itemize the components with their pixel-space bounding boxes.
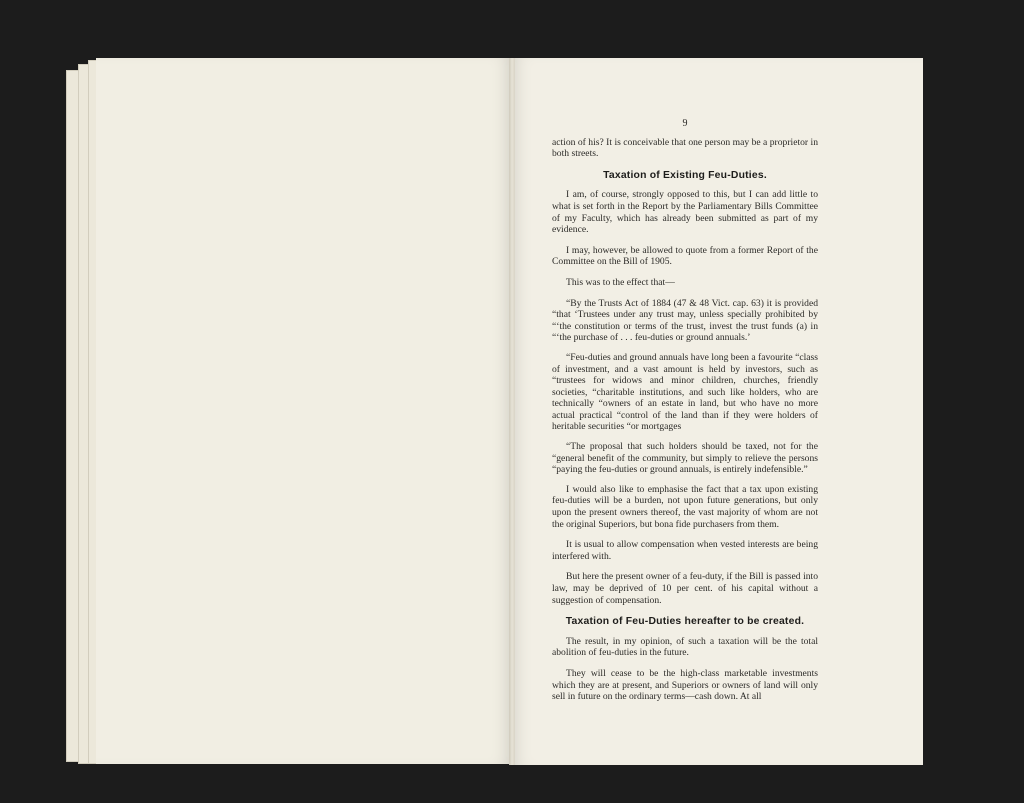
quote-paragraph: “Feu-duties and ground annuals have long been a favourite “class of investment, and a vast amount is held by investors, such as “trustees for widows and minor children, churches, friendly societies, “charitable institutions, and such like holders, who are technically “owners of an estate in land, but who have no more actual practical “control of the land than if they were holders of heritable securities “or mortgages — [552, 351, 818, 433]
paragraph: This was to the effect that— — [566, 276, 675, 288]
intro-paragraph: action of his? It is conceivable that one person may be a proprietor in both streets. — [552, 136, 818, 160]
quoted-report — [552, 298, 818, 476]
paragraph: I may, however, be allowed to quote from a former Report of the Committee on the Bill of 1905. — [552, 244, 818, 268]
page-number: 9 — [682, 118, 688, 129]
quote-paragraph: “By the Trusts Act of 1884 (47 & 48 Vict. cap. 63) it is provided “that ‘Trustees under any trust may, unless specially prohibited by “‘the constitution or terms of the trust, invest the trust funds (a) in “‘the purchase of . . . feu-duties or ground annuals.’ — [552, 297, 818, 344]
heading-existing-feu-duties: Taxation of Existing Feu-Duties. — [603, 169, 767, 181]
book-gutter — [509, 58, 515, 765]
paragraph: It is usual to allow compensation when vested interests are being interfered with. — [552, 539, 818, 562]
paragraph: They will cease to be the high-class marketable investments which they are at present, and Superiors or owners of land will only sell in future on the ordinary terms—cash down. At all — [552, 667, 818, 703]
quote-paragraph: “The proposal that such holders should be taxed, not for the “general benefit of the community, but simply to relieve the persons “paying the feu-duties or ground annuals, is entirely indefensible.” — [552, 441, 818, 476]
page-text — [552, 118, 818, 712]
paragraph: The result, in my opinion, of such a taxation will be the total abolition of feu-duties in the future. — [552, 635, 818, 659]
paragraph: But here the present owner of a feu-duty, if the Bill is passed into law, may be deprived of 10 per cent. of his capital without a suggestion of compensation. — [552, 571, 818, 606]
heading-future-feu-duties: Taxation of Feu-Duties hereafter to be created. — [565, 616, 805, 628]
paragraph: I am, of course, strongly opposed to this, but I can add little to what is set forth in the Report by the Parliamentary Bills Committee of my Faculty, which has already been submitted as part of my evidence. — [552, 189, 818, 236]
paragraph: I would also like to emphasise the fact that a tax upon existing feu-duties will be a burden, not upon future generations, but only upon the present owners thereof, the vast majority of whom are not the original Superiors, but bona fide purchasers from them. — [552, 483, 818, 530]
left-page-blank — [96, 58, 512, 764]
